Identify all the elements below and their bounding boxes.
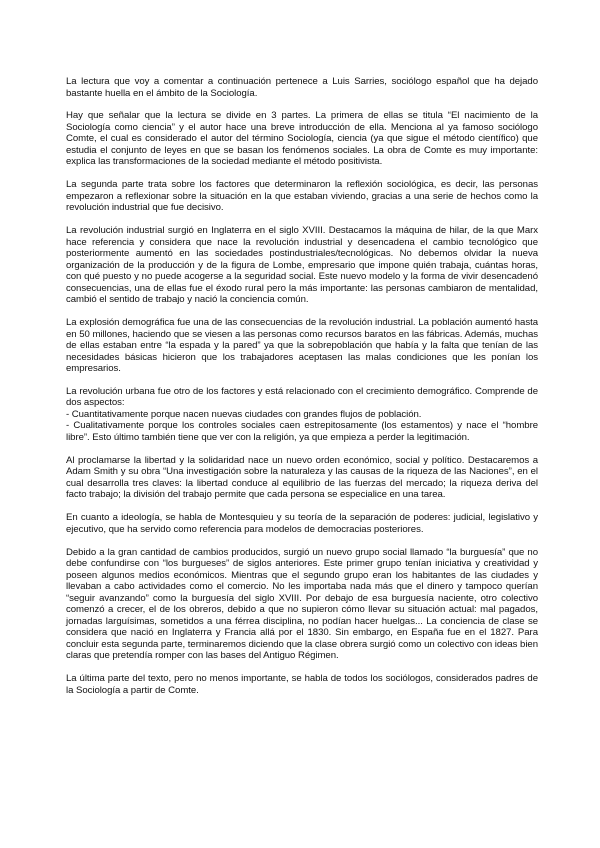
paragraph-second-part: La segunda parte trata sobre los factores que determinaron la reflexión sociológica, es decir, las personas empezaron a reflexionar sobre la situación en la que estaban viviendo, gracias a una serie de hechos como la revolución industrial que fue decisivo. — [66, 179, 538, 214]
paragraph-new-order: Al proclamarse la libertad y la solidaridad nace un nuevo orden económico, social y político. Destacaremos a Adam Smith y su obra “Una investigación sobre la naturaleza y las causas de la riqueza de las Naciones”, en el cual desarrolla tres claves: la libertad conduce al equilibrio de las fuerzas del mercado; la riqueza deriva del facto trabajo; la división del trabajo permite que cada persona se especialice en una tarea. — [66, 454, 538, 501]
paragraph-demographic-explosion: La explosión demográfica fue una de las consecuencias de la revolución industrial. La población aumentó hasta en 50 millones, haciendo que se viesen a las personas como recursos baratos en las fábricas. Además, muchas de ellas estaban entre “la espada y la pared” ya que la sobrepoblación que había y la falta que tenían de las necesidades básicas hicieron que los trabajadores aceptasen las malas condiciones que les ponían los empresarios. — [66, 317, 538, 375]
paragraph-last-part: La última parte del texto, pero no menos importante, se habla de todos los sociólogos, considerados padres de la Sociología a partir de Comte. — [66, 673, 538, 696]
paragraph-industrial-revolution: La revolución industrial surgió en Inglaterra en el siglo XVIII. Destacamos la máquina de hilar, de la que Marx hace referencia y considera que nace la revolución industrial y desencadena el cambio tecnológico que posteriormente aumentó en las sociedades postindustriales/tecnológicas. No debemos olvidar la nueva organización de la producción y de la figura de Lombe, empresario que impone quién trabaja, cuántas horas, con qué puesto y no puede acogerse a la seguridad social. Este nuevo modelo y la forma de vivir desencadenó consecuencias, una de ellas fue el éxodo rural pero la más importante: las personas cambiaron de mentalidad, cambió el sentido de trabajo y nació la conciencia común. — [66, 225, 538, 306]
document-body — [66, 76, 538, 707]
paragraph-urban-revolution: La revolución urbana fue otro de los factores y está relacionado con el crecimiento demográfico. Comprende de dos aspectos: — [66, 385, 538, 409]
paragraph-intro: La lectura que voy a comentar a continuación pertenece a Luis Sarries, sociólogo español que ha dejado bastante huella en el ámbito de la Sociología. — [66, 76, 538, 99]
paragraph-bourgeoisie: Debido a la gran cantidad de cambios producidos, surgió un nuevo grupo social llamado “la burguesía” que no debe confundirse con “los burgueses” de siglos anteriores. Este primer grupo tenían iniciativa y creatividad y poseen algunos medios económicos. Mientras que el segundo grupo eran los habitantes de las ciudades y llevaban a cabo actividades como el comercio. No les importaba nada más que el dinero y tampoco querían “seguir avanzando” como la burguesía del siglo XVIII. Por debajo de esa burguesía naciente, otro colectivo comenzó a crecer, el de los obreros, debido a que no supieron cómo llevar su situación actual: mal pagados, jornadas larguísimas, sometidos a una férrea disciplina, no podían hacer huelgas... La conciencia de clase se considera que nació en Inglaterra y Francia allá por el 1830. Sin embargo, en España fue en el 1827. Para concluir esta segunda parte, terminaremos diciendo que la clase obrera surgió como un colectivo con ideas bien claras que pretendía romper con las bases del Antiguo Régimen. — [66, 546, 538, 662]
paragraph-parts: Hay que señalar que la lectura se divide en 3 partes. La primera de ellas se titula “El nacimiento de la Sociología como ciencia” y el autor hace una breve introducción de ella. Menciona al ya famoso sociólogo Comte, el cual es considerado el autor del término Sociología, ciencia (ya que sigue el método científico) que estudia el conjunto de leyes en que se basan los fenómenos sociales. La obra de Comte es muy importante: explica las transformaciones de la sociedad mediante el método positivista. — [66, 110, 538, 168]
paragraph-ideology: En cuanto a ideología, se habla de Montesquieu y su teoría de la separación de poderes: judicial, legislativo y ejecutivo, que ha servido como referencia para modelos de democracias posteriores. — [66, 512, 538, 535]
list-item-qualitative: - Cualitativamente porque los controles sociales caen estrepitosamente (los estamentos) y nace el “hombre libre”. Esto último también tiene que ver con la religión, ya que empieza a perder la legitimación. — [66, 420, 538, 443]
list-item-quantitative: - Cuantitativamente porque nacen nuevas ciudades con grandes flujos de población. — [66, 408, 422, 420]
